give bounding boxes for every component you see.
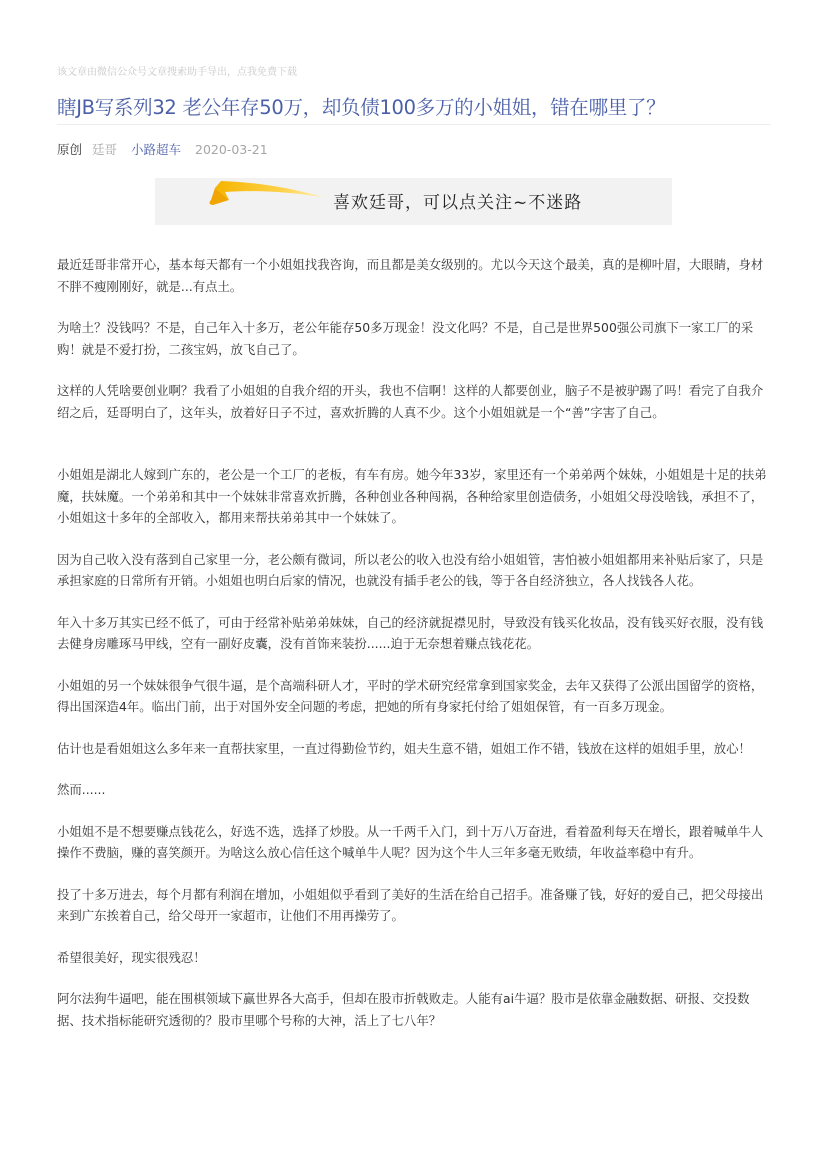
paragraph: 这样的人凭啥要创业啊？我看了小姐姐的自我介绍的开头，我也不信啊！这样的人都要创业，脑子不是被驴踢了吗！看完了自我介绍之后，廷哥明白了，这年头，放着好日子不过，喜欢折腾的人真不少。这个小姐姐就是一个“善”字害了自己。 <box>57 383 764 420</box>
paragraph: 小姐姐的另一个妹妹很争气很牛逼，是个高端科研人才，平时的学术研究经常拿到国家奖金，去年又获得了公派出国留学的资格，得出国深造4年。临出门前，出于对国外安全问题的考虑，把她的所有身家托付给了姐姐保管，有一百多万现金。 <box>57 677 764 714</box>
paragraph: 因为自己收入没有落到自己家里一分，老公颇有微词，所以老公的收入也没有给小姐姐管，害怕被小姐姐都用来补贴后家了，只是承担家庭的日常所有开销。小姐姐也明白后家的情况，也就没有插手老公的钱，等于各自经济独立，各人找钱各人花。 <box>57 551 764 588</box>
paragraph: 阿尔法狗牛逼吧，能在围棋领域下赢世界各大高手，但却在股市折戟败走。人能有ai牛逼？股市是依靠金融数据、研报、交投数据、技术指标能研究透彻的？股市里哪个号称的大神，活上了七八年？ <box>57 991 750 1028</box>
paragraph: 希望很美好，现实很残忍！ <box>57 949 206 965</box>
article-title: 瞎JB写系列32 老公年存50万，却负债100多万的小姐姐，错在哪里了？ <box>57 96 666 119</box>
banner-arrow-icon <box>155 178 335 225</box>
banner-text: 喜欢廷哥，可以点关注~不迷路 <box>333 193 583 213</box>
paragraph: 小姐姐是湖北人嫁到广东的，老公是一个工厂的老板，有车有房。她今年33岁，家里还有一个弟弟两个妹妹，小姐姐是十足的扶弟魔，扶妹魔。一个弟弟和其中一个妹妹非常喜欢折腾，各种创业各种闯祸，各种给家里创造债务，小姐姐父母没啥钱，承担不了，小姐姐这十多年的全部收入，都用来帮扶弟弟其中一个妹妹了。 <box>57 467 767 525</box>
paragraph: 小姐姐不是不想要赚点钱花么，好选不选，选择了炒股。从一千两千入门，到十万八万奋进，看着盈利每天在增长，跟着喊单牛人操作不费脑，赚的喜笑颜开。为啥这么放心信任这个喊单牛人呢？因为这个牛人三年多毫无败绩，年收益率稳中有升。 <box>57 823 764 860</box>
publish-date: 2020-03-21 <box>195 142 268 157</box>
paragraph: 年入十多万其实已经不低了，可由于经常补贴弟弟妹妹，自己的经济就捉襟见肘，导致没有钱买化妆品，没有钱买好衣服，没有钱去健身房雕琢马甲线，空有一副好皮囊，没有首饰来装扮......迫于无奈想着赚点钱花花。 <box>57 614 764 651</box>
paragraph: 为啥土？没钱吗？不是，自己年入十多万，老公年能存50多万现金！没文化吗？不是，自己是世界500强公司旗下一家工厂的采购！就是不爱打扮，二孩宝妈，放飞自己了。 <box>57 320 754 357</box>
article-body <box>57 254 769 1051</box>
paragraph: 估计也是看姐姐这么多年来一直帮扶家里，一直过得勤俭节约，姐夫生意不错，姐姐工作不错，钱放在这样的姐姐手里，放心！ <box>57 740 751 756</box>
paragraph: 最近廷哥非常开心，基本每天都有一个小姐姐找我咨询，而且都是美女级别的。尤以今天这个最美，真的是柳叶眉，大眼睛，身材不胖不瘦刚刚好，就是...有点土。 <box>57 257 764 294</box>
paragraph: 然而...... <box>57 782 106 797</box>
paragraph: 投了十多万进去，每个月都有利润在增加，小姐姐似乎看到了美好的生活在给自己招手。准备赚了钱，好好的爱自己，把父母接出来到广东挨着自己，给父母开一家超市，让他们不用再操劳了。 <box>57 886 764 923</box>
account-link[interactable]: 小路超车 <box>131 142 182 157</box>
export-notice-link[interactable]: 该文章由微信公众号文章搜索助手导出，点我免费下载 <box>57 67 297 78</box>
title-divider <box>57 124 770 125</box>
article-meta <box>57 140 268 158</box>
author-name: 廷哥 <box>92 142 118 157</box>
follow-banner <box>155 178 672 225</box>
original-tag: 原创 <box>57 142 83 157</box>
